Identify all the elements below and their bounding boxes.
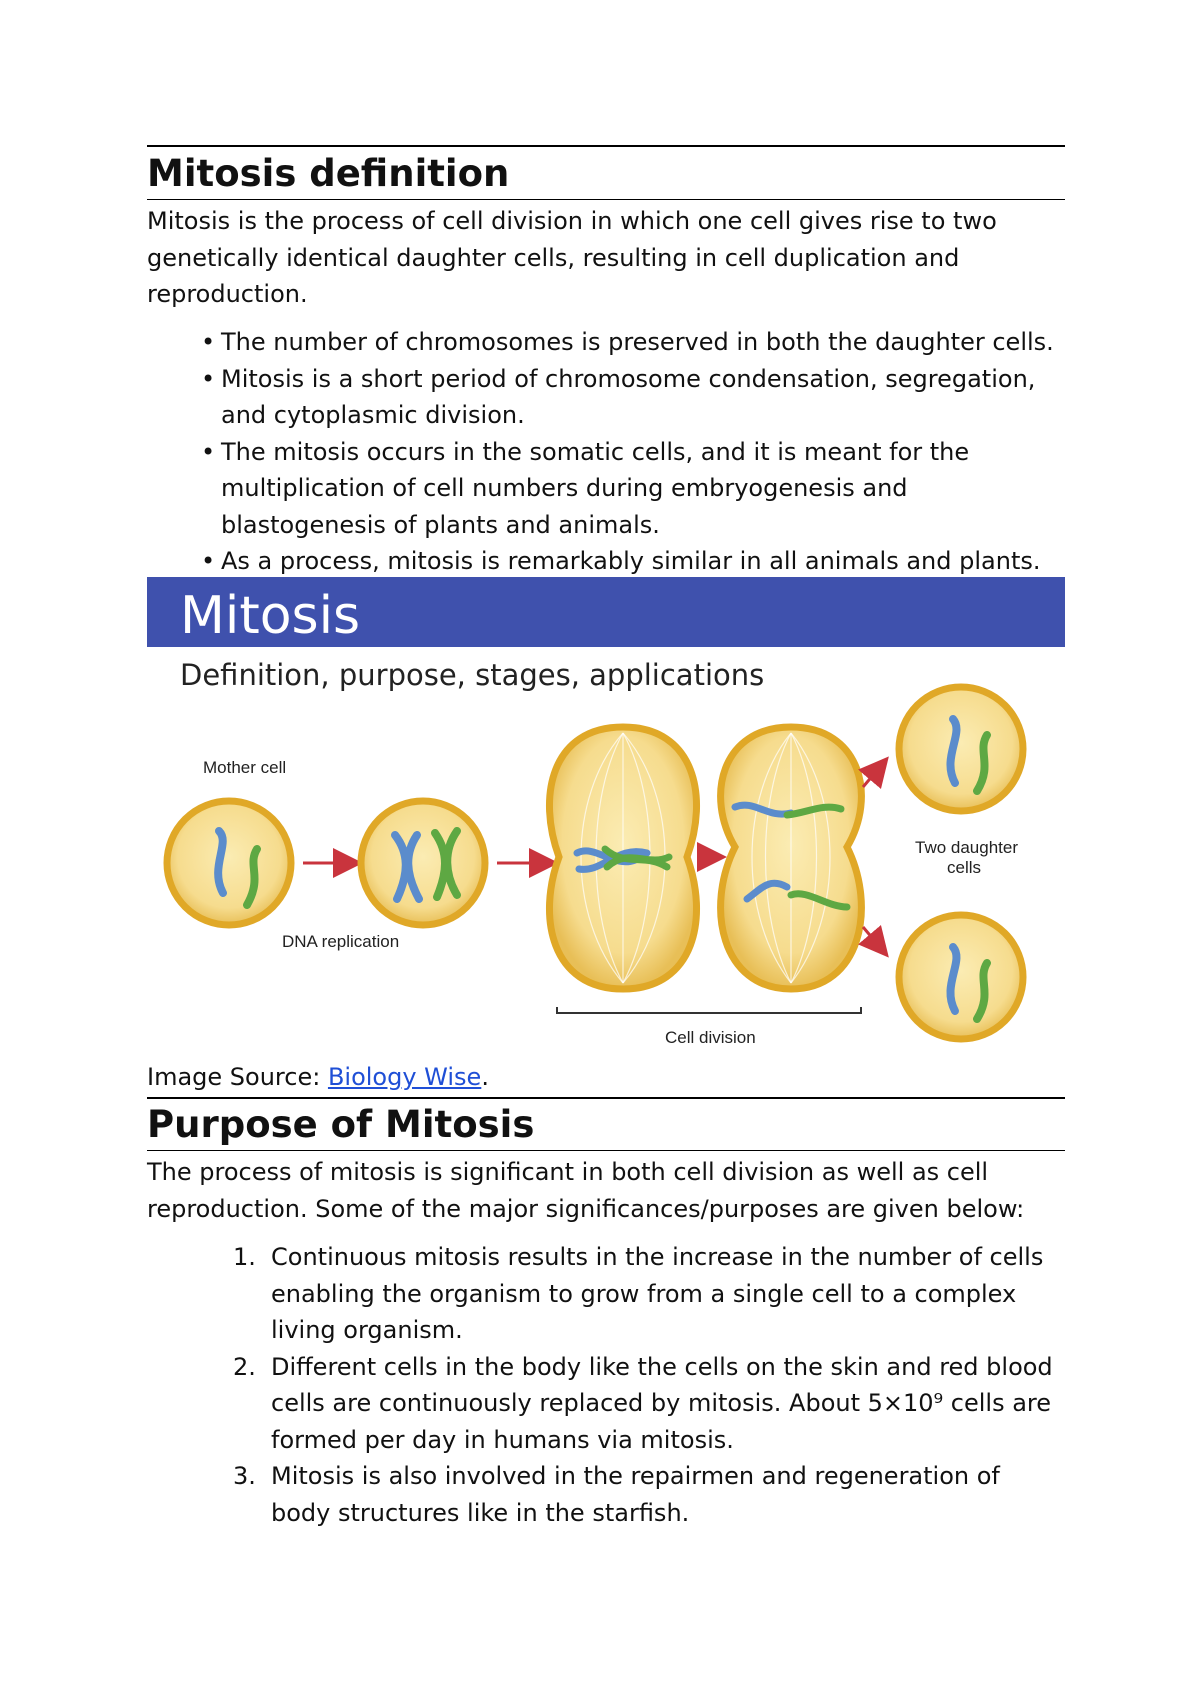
numbered-item: 2. Different cells in the body like the cells on the skin and red blood cells are continuously replaced by mitosis. About 5×10⁹ cells are formed per day in humans via mitosis. <box>147 1349 1065 1459</box>
arrow-down <box>863 927 885 953</box>
item-number: 1. <box>233 1243 256 1271</box>
replicated-cell <box>361 801 485 925</box>
text-line: genetically identical daughter cells, resulting in cell duplication and <box>147 243 960 272</box>
mitosis-diagram <box>147 577 1065 1045</box>
bullet-dot: • <box>201 437 216 466</box>
two-daughter-label-cells: cells <box>947 858 982 877</box>
daughter-cell-bottom <box>899 915 1023 1039</box>
bullet-dot: • <box>201 547 216 575</box>
definition-bullet-list <box>147 324 1065 580</box>
bullet-dot: • <box>201 328 216 356</box>
heading-bottom-rule-2 <box>147 1150 1065 1151</box>
source-link[interactable]: Biology Wise <box>327 1063 482 1091</box>
bullet-item: • Mitosis is a short period of chromosome condensation, segregation, and cytoplasmic division. <box>147 361 1065 434</box>
text-line: Mitosis is the process of cell division in which one cell gives rise to two <box>147 207 997 235</box>
heading-top-rule-2 <box>147 1097 1065 1099</box>
anaphase-cell <box>721 727 862 989</box>
image-caption: Image Source: Biology Wise. <box>147 1063 489 1091</box>
section-heading-definition: Mitosis definition <box>147 152 510 195</box>
metaphase-cell <box>549 727 696 989</box>
cell-division-label: Cell division <box>665 1028 756 1045</box>
purpose-numbered-list <box>147 1239 1065 1531</box>
mother-cell <box>167 801 291 925</box>
bullet-item: • The mitosis occurs in the somatic cells, and it is meant for the multiplication of cell numbers during embryogenesis and blastogenesis of plants and animals. <box>147 434 1065 544</box>
bullet-dot: • <box>201 364 216 393</box>
arrow-up <box>863 761 885 787</box>
item-number: 2. <box>233 1352 256 1381</box>
text-line: The process of mitosis is significant in both cell division as well as cell <box>147 1158 989 1186</box>
mother-cell-label: Mother cell <box>203 758 287 777</box>
definition-paragraph <box>147 203 1065 313</box>
numbered-item: 3. Mitosis is also involved in the repairmen and regeneration of body structures like in the starfish. <box>147 1458 1065 1531</box>
figure-subtitle: Definition, purpose, stages, applications <box>180 658 765 692</box>
bullet-item: • The number of chromosomes is preserved in both the daughter cells. <box>147 324 1065 361</box>
cell-division-bracket <box>557 1007 861 1013</box>
heading-bottom-rule <box>147 199 1065 200</box>
text-line: reproduction. Some of the major significances/purposes are given below: <box>147 1194 1025 1223</box>
mitosis-figure <box>147 577 1065 1045</box>
section-heading-purpose: Purpose of Mitosis <box>147 1103 535 1146</box>
dna-replication-label: DNA replication <box>282 932 400 951</box>
two-daughter-label: Two daughter <box>915 838 1019 857</box>
bullet-item: • As a process, mitosis is remarkably similar in all animals and plants. <box>147 543 1065 580</box>
heading-top-rule <box>147 145 1065 147</box>
daughter-cell-top <box>899 687 1023 811</box>
numbered-item: 1. Continuous mitosis results in the increase in the number of cells enabling the organism to grow from a single cell to a complex living organism. <box>147 1239 1065 1349</box>
purpose-paragraph <box>147 1154 1065 1227</box>
banner-title: Mitosis <box>180 586 361 646</box>
item-number: 3. <box>233 1462 256 1490</box>
text-line: reproduction. <box>147 280 308 308</box>
